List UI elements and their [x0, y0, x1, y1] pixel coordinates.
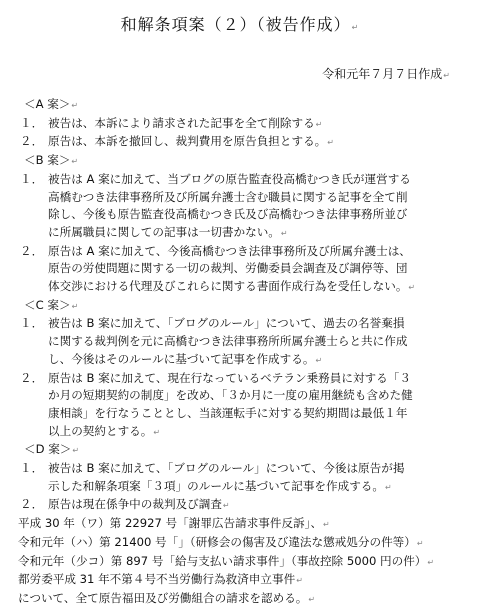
case-line: 令和元年（ハ）第 21400 号「」（研修会の傷害及び違法な懲戒処分の件等）↵	[18, 534, 424, 549]
item-number: １．	[20, 171, 44, 186]
item-number: １．	[20, 461, 44, 476]
item-number: ２．	[20, 497, 44, 512]
item-number: ２．	[20, 134, 44, 149]
item-number: ２．	[20, 370, 44, 385]
section-label: ＜A 案＞↵	[24, 97, 79, 111]
closing-text	[18, 515, 466, 609]
section-c	[18, 297, 466, 442]
section-label: ＜D 案＞↵	[24, 442, 80, 457]
section-a	[18, 96, 466, 152]
section-label: ＜C 案＞↵	[24, 297, 79, 312]
section-label: ＜B 案＞↵	[24, 153, 79, 168]
item-number: １．	[20, 316, 44, 331]
case-line: 平成 30 年（ワ）第 22927 号「謝罪広告請求事件反訴」、↵	[18, 516, 330, 531]
document-date: 令和元年７月７日作成↵	[322, 67, 450, 81]
item-number: ２．	[20, 243, 44, 258]
case-line: 都労委平成 31 年不第４号不当労働行為救済申立事件↵	[18, 572, 303, 587]
document-title: 和解条項案（２）（被告作成）↵	[120, 15, 360, 34]
list-item: ２． 原告は A 案に加えて、今後高橋むつき法律事務所及び所属弁護士は、 原告の労使問題に関する一切の裁判、労働委員会調査及び調停等、団 体交渉における代理及びこれらに関する書面作成行為を受任しない。↵	[20, 243, 416, 294]
document-body	[18, 96, 466, 609]
section-d	[18, 441, 466, 515]
list-item: ２． 原告は、本訴を撤回し、裁判費用を原告負担とする。↵	[18, 133, 466, 152]
case-line: 令和元年（少コ）第 897 号「給与支払い請求事件」（事故控除 5000 円の件）↵	[18, 553, 435, 568]
section-b	[18, 152, 466, 297]
list-item: ２． 原告は B 案に加えて、現在行なっているベテラン乗務員に対する「３ か月の短期契約の制度」を改め、「３か月に一度の雇用継続も含めた健 康相談」を行なうこととし、当該運転手に対する契約期間は最低１年 以上の契約とする。↵	[20, 370, 413, 438]
list-item: １． 被告は A 案に加えて、当ブログの原告監査役高橋むつき氏が運営する 高橋むつき法律事務所及び所属弁護士含む職員に関する記事を全て削 除し、今後も原告監査役高橋むつき氏及び高橋むつき法律事務所並び に所属職員に関しての記事は一切書かない。↵	[20, 171, 411, 239]
list-item: ２． 原告は現在係争中の裁判及び調査↵	[18, 496, 466, 515]
list-item: １． 被告は B 案に加えて、「ブログのルール」について、過去の名誉棄損 に関する裁判例を元に高橋むつき法律事務所所属弁護士らと共に作成 し、今後はそのルールに基づいて記事を作成する。↵	[20, 316, 408, 366]
item-number: １．	[20, 115, 44, 130]
list-item: １． 被告は、本訴により請求された記事を全て削除する↵	[18, 115, 466, 134]
conclusion-line: について、全て原告福田及び労働組合の請求を認める。↵	[18, 590, 316, 605]
list-item: １． 被告は B 案に加えて、「ブログのルール」について、今後は原告が掲 示した和解条項案「３項」のルールに基づいて記事を作成する。↵	[20, 461, 405, 493]
